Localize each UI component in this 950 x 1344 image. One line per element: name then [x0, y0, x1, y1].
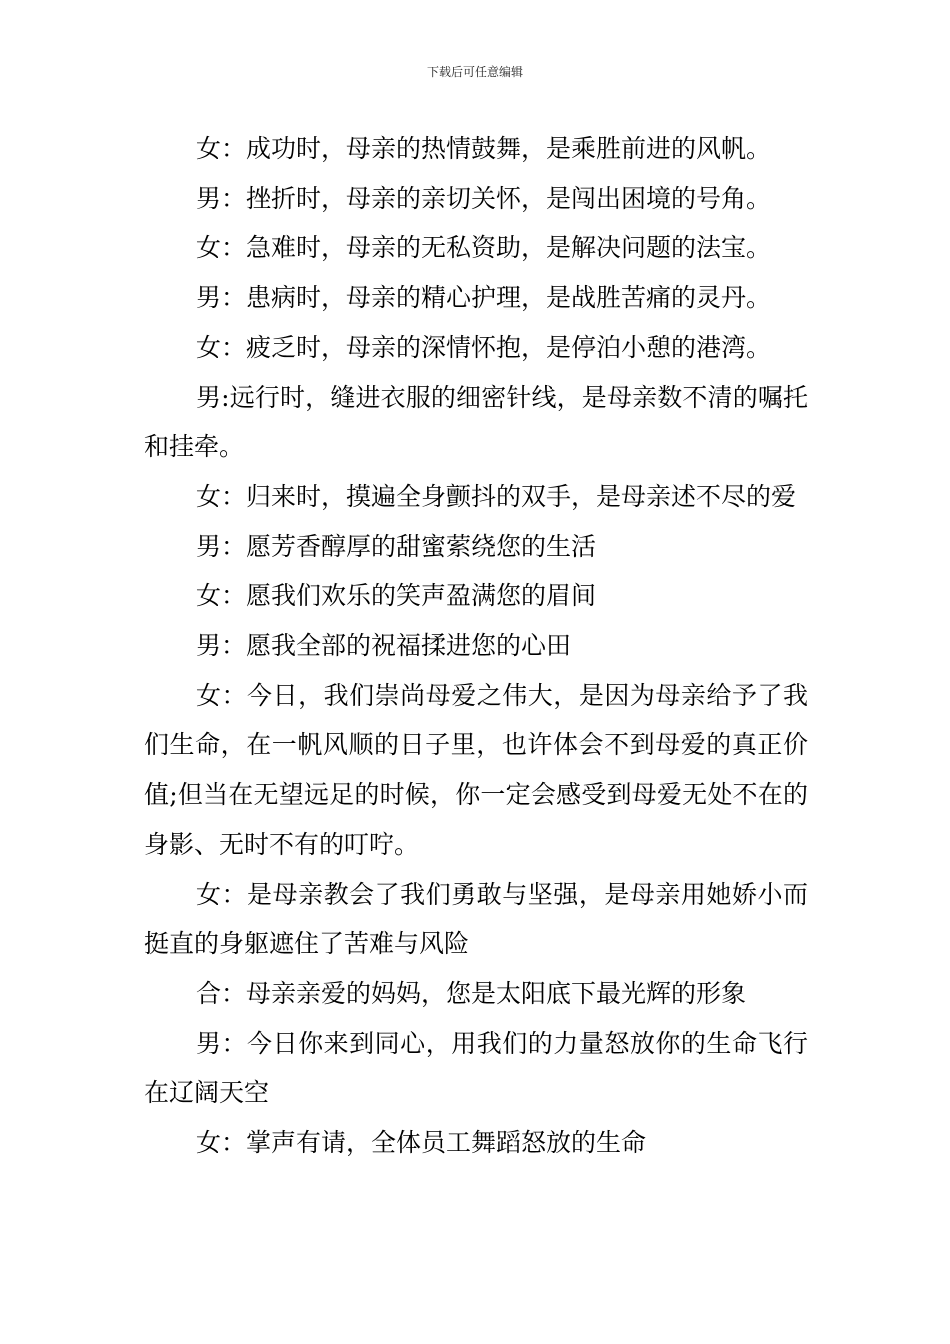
paragraph: 女：成功时，母亲的热情鼓舞，是乘胜前进的风帆。 — [196, 134, 772, 163]
paragraph: 男：愿我全部的祝福揉进您的心田 — [196, 631, 572, 661]
paragraph: 女：急难时，母亲的无私资助，是解决问题的法宝。 — [196, 233, 772, 263]
paragraph: 男：患病时，母亲的精心护理，是战胜苦痛的灵丹。 — [196, 283, 772, 313]
paragraph: 女：归来时，摸遍全身颤抖的双手，是母亲述不尽的爱 — [196, 481, 797, 511]
paragraph: 合：母亲亲爱的妈妈，您是太阳底下最光辉的形象 — [196, 978, 747, 1008]
page-header: 下载后可任意编辑 — [426, 65, 523, 79]
paragraph: 男:远行时，缝进衣服的细密针线，是母亲数不清的嘱托和挂牵。 — [144, 382, 808, 462]
paragraph: 女：今日，我们崇尚母爱之伟大，是因为母亲给予了我们生命，在一帆风顺的日子里，也许体会不到母爱的真正价值;但当在无望远足的时候，你一定会感受到母爱无处不在的身影、无时不有的叮咛。 — [144, 680, 808, 859]
paragraph: 女：愿我们欢乐的笑声盈满您的眉间 — [196, 581, 597, 611]
paragraph: 男：挫折时，母亲的亲切关怀，是闯出困境的号角。 — [196, 183, 772, 213]
paragraph: 女：是母亲教会了我们勇敢与坚强，是母亲用她娇小而挺直的身躯遮住了苦难与风险 — [144, 879, 808, 959]
paragraph: 男：愿芳香醇厚的甜蜜萦绕您的生活 — [196, 531, 597, 561]
paragraph: 女：疲乏时，母亲的深情怀抱，是停泊小憩的港湾。 — [196, 332, 772, 362]
document-body — [144, 124, 808, 1168]
paragraph: 女：掌声有请，全体员工舞蹈怒放的生命 — [196, 1128, 647, 1158]
paragraph: 男：今日你来到同心，用我们的力量怒放你的生命飞行在辽阔天空 — [144, 1028, 808, 1108]
